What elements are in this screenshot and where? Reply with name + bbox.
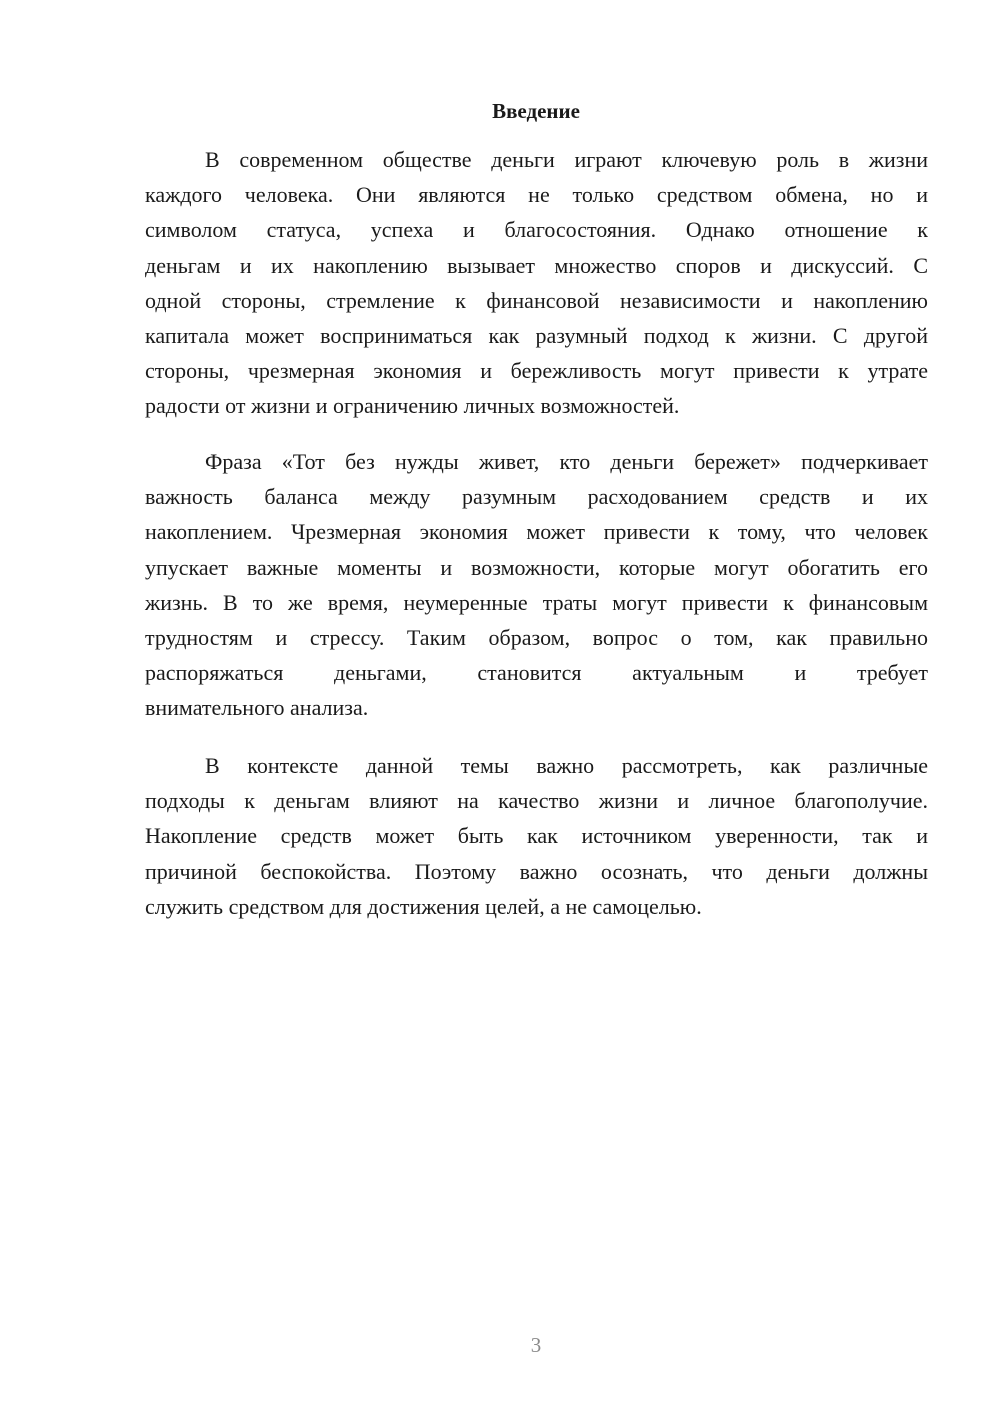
text-line: каждого человека. Они являются не только средством обмена, но и [145, 182, 928, 208]
text-line: накоплением. Чрезмерная экономия может привести к тому, что человек [145, 519, 928, 545]
text-line: радости от жизни и ограничению личных возможностей. [145, 393, 680, 419]
paragraph-3 [145, 748, 928, 924]
page-number: 3 [530, 1333, 542, 1357]
text-line: В контексте данной темы важно рассмотреть, как различные [205, 753, 928, 778]
section-title: Введение [492, 99, 580, 123]
text-line: служить средством для достижения целей, а не самоцелью. [145, 893, 702, 919]
text-line: важность баланса между разумным расходованием средств и их [145, 484, 928, 510]
text-line: деньгам и их накоплению вызывает множество споров и дискуссий. С [145, 252, 928, 278]
text-line: символом статуса, успеха и благосостояния. Однако отношение к [145, 217, 928, 243]
text-line: причиной беспокойства. Поэтому важно осознать, что деньги должны [145, 858, 928, 884]
text-line: распоряжаться деньгами, становится актуальным и требует [145, 660, 928, 686]
paragraph-1 [145, 142, 928, 424]
text-line: упускает важные моменты и возможности, которые могут обогатить его [145, 554, 928, 580]
text-line: трудностям и стрессу. Таким образом, вопрос о том, как правильно [145, 624, 928, 650]
text-line: подходы к деньгам влияют на качество жизни и личное благополучие. [145, 788, 928, 814]
text-line: одной стороны, стремление к финансовой независимости и накоплению [145, 287, 928, 313]
text-line: Фраза «Тот без нужды живет, кто деньги бережет» подчеркивает [205, 449, 928, 474]
text-line: жизнь. В то же время, неумеренные траты могут привести к финансовым [145, 589, 928, 615]
text-line: капитала может восприниматься как разумный подход к жизни. С другой [145, 322, 928, 348]
text-line: В современном обществе деньги играют ключевую роль в жизни [205, 147, 928, 172]
text-line: стороны, чрезмерная экономия и бережливость могут привести к утрате [145, 358, 928, 384]
text-line: Накопление средств может быть как источником уверенности, так и [145, 823, 928, 849]
paragraph-2 [145, 444, 928, 726]
text-line: внимательного анализа. [145, 695, 369, 721]
